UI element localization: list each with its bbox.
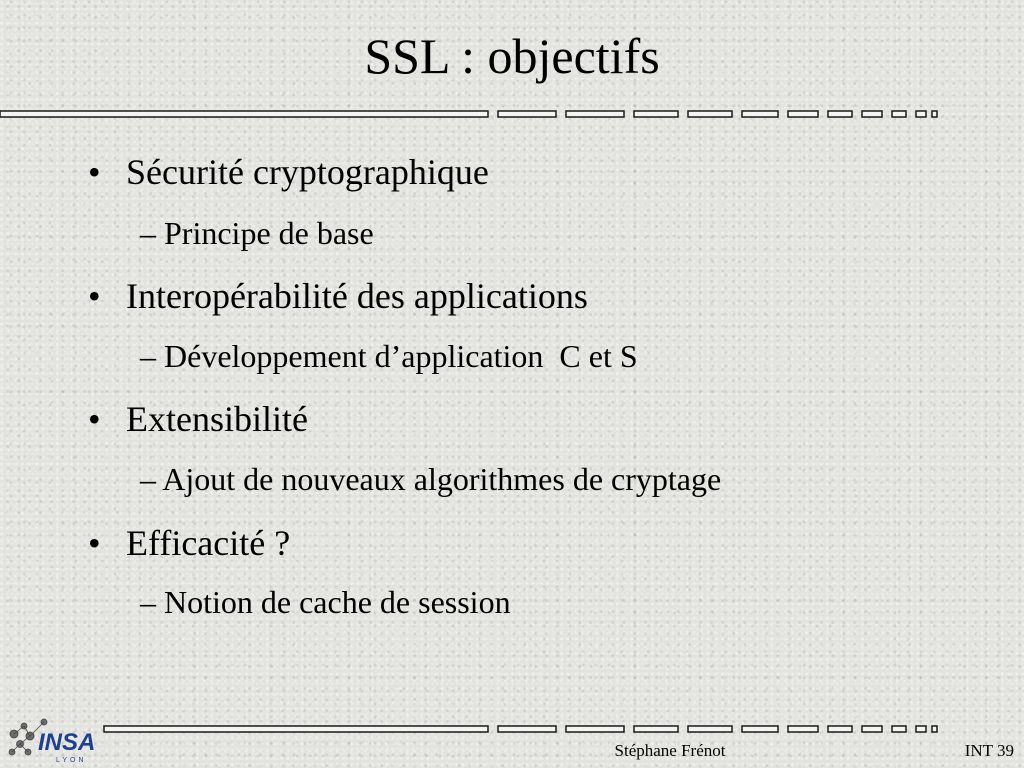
logo-text: INSA [38,729,96,756]
bullet-text: Sécurité cryptographique [126,152,489,192]
bullet-item [88,521,290,565]
bullet-text: Interopérabilité des applications [126,276,588,316]
footer-page-number: INT 39 [964,741,1014,760]
sub-bullet-item: – Principe de base [140,215,374,251]
sub-bullet-item: – Développement d’application C et S [140,338,638,374]
bullet-text: Efficacité ? [126,523,291,563]
insa-lyon-logo [2,712,106,768]
slide-title: SSL : objectifs [364,28,660,84]
bullet-marker: • [88,399,101,439]
logo-subtext: LYON [56,757,87,764]
bullet-marker: • [88,276,101,316]
bullet-item [88,397,308,441]
bullet-marker: • [88,152,101,192]
sub-bullet-item: – Notion de cache de session [140,584,511,620]
bullet-text: Extensibilité [126,399,308,439]
title-divider-rule [0,108,960,120]
bullet-item [88,274,588,318]
bullet-marker: • [88,523,101,563]
sub-bullet-item: – Ajout de nouveaux algorithmes de cryptage [140,461,722,497]
footer-divider-rule [0,723,960,735]
footer-author: Stéphane Frénot [614,741,726,760]
bullet-item [88,150,489,194]
